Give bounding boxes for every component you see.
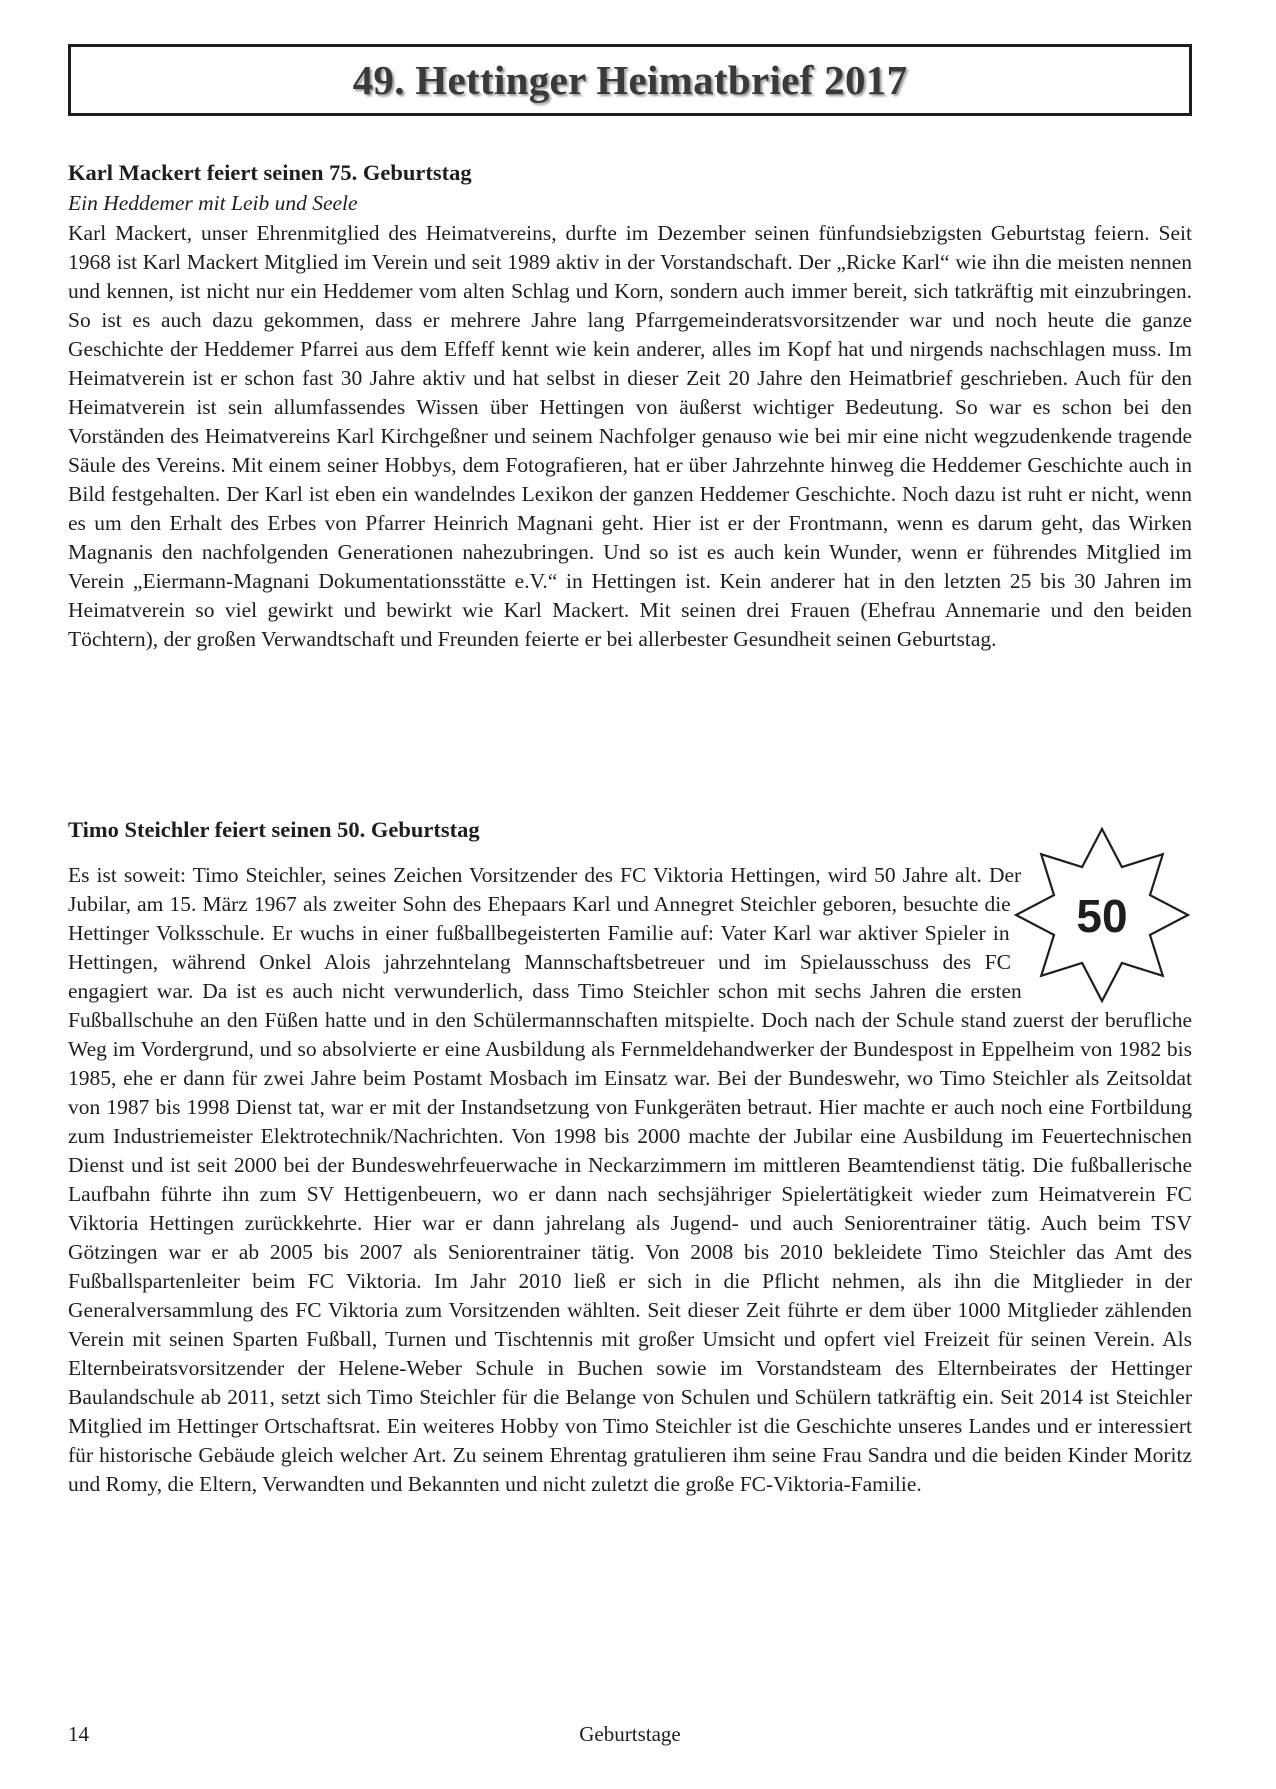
star-icon (1012, 825, 1192, 1005)
star-badge-label: 50 (1076, 890, 1128, 942)
article-title: Timo Steichler feiert seinen 50. Geburtstag (68, 817, 480, 842)
article-title: Karl Mackert feiert seinen 75. Geburtstag (68, 160, 472, 185)
page-footer (68, 1722, 1192, 1752)
star-badge (1012, 825, 1192, 1005)
article-timo-steichler (68, 815, 1192, 1499)
page-number: 14 (68, 1722, 89, 1746)
article-body: Es ist soweit: Timo Steichler, seines Zeichen Vorsitzender des FC Viktoria Hettingen, wird 50 Jahre alt. Der Jubilar, am 15. März 1967 als zweiter Sohn des Ehepaars Karl und Annegret Steichler geboren, besuchte die Hettinger Volksschule. Er wuchs in einer fußballbegeisterten Familie auf: Vater Karl war aktiver Spieler in Hettingen, während Onkel Alois jahrzehntelang Mannschaftsbetreuer und im Spielausschuss des FC engagiert war. Da ist es auch nicht verwunderlich, dass Timo Steichler schon mit sechs Jahren die ersten Fußballschuhe an den Füßen hatte und in den Schülermannschaften mitspielte. Doch nach der Schule stand zuerst der berufliche Weg im Vordergrund, und so absolvierte er eine Ausbildung als Fernmeldehandwerker der Bundespost in Eppelheim von 1982 bis 1985, ehe er dann für zwei Jahre beim Postamt Mosbach im Einsatz war. Bei der Bundeswehr, wo Timo Steichler als Zeitsoldat von 1987 bis 1998 Dienst tat, war er mit der Instandsetzung von Funkgeräten betraut. Hier machte er auch noch eine Fortbildung zum Industriemeister Elektrotechnik/Nachrichten. Von 1998 bis 2000 machte der Jubilar eine Ausbildung im Feuertechnischen Dienst und ist seit 2000 bei der Bundeswehrfeuerwache in Neckarzimmern im mittleren Beamtendienst tätig. Die fußballerische Laufbahn führte ihn zum SV Hettigenbeuern, wo er dann nach sechsjähriger Spielertätigkeit wieder zum Heimatverein FC Viktoria Hettingen zurückkehrte. Hier war er dann jahrelang als Jugend- und auch Seniorentrainer tätig. Auch beim TSV Götzingen war er ab 2005 bis 2007 als Seniorentrainer tätig. Von 2008 bis 2010 bekleidete Timo Steichler das Amt des Fußballspartenleiter beim FC Viktoria. Im Jahr 2010 ließ er sich in die Pflicht nehmen, als ihn die Mitglieder in der Generalversammlung des FC Viktoria zum Vorsitzenden wählten. Seit dieser Zeit führte er dem über 1000 Mitglieder zählenden Verein mit seinen Sparten Fußball, Turnen und Tischtennis mit großer Umsicht und opfert viel Freizeit für seinen Verein. Als Elternbeiratsvorsitzender der Helene-Weber Schule in Buchen sowie im Vorstandsteam des Elternbeirates der Hettinger Baulandschule ab 2011, setzt sich Timo Steichler für die Belange von Schulen und Schülern tatkräftig ein. Seit 2014 ist Steichler Mitglied im Hettinger Ortschaftsrat. Ein weiteres Hobby von Timo Steichler ist die Geschichte unseres Landes und er interessiert für historische Gebäude gleich welcher Art. Zu seinem Ehrentag gratulieren ihm seine Frau Sandra und die beiden Kinder Moritz und Romy, die Eltern, Verwandten und Bekannten und nicht zuletzt die große FC-Viktoria-Familie. (68, 863, 1192, 1496)
article-body: Karl Mackert, unser Ehrenmitglied des Heimatvereins, durfte im Dezember seinen fünfundsiebzigsten Geburtstag feiern. Seit 1968 ist Karl Mackert Mitglied im Verein und seit 1989 aktiv in der Vorstandschaft. Der „Ricke Karl“ wie ihn die meisten nennen und kennen, ist nicht nur ein Heddemer vom alten Schlag und Korn, sondern auch immer bereit, sich tatkräftig mit einzubringen. So ist es auch dazu gekommen, dass er mehrere Jahre lang Pfarrgemeinderatsvorsitzender war und noch heute die ganze Geschichte der Heddemer Pfarrei aus dem Effeff kennt wie kein anderer, alles im Kopf hat und nirgends nachschlagen muss. Im Heimatverein ist er schon fast 30 Jahre aktiv und hat selbst in dieser Zeit 20 Jahre den Heimatbrief geschrieben. Auch für den Heimatverein ist sein allumfassendes Wissen über Hettingen von äußerst wichtiger Bedeutung. So war es schon bei den Vorständen des Heimatvereins Karl Kirchgeßner und seinem Nachfolger genauso wie bei mir eine nicht wegzudenkende tragende Säule des Vereins. Mit einem seiner Hobbys, dem Fotografieren, hat er über Jahrzehnte hinweg die Heddemer Geschichte auch in Bild festgehalten. Der Karl ist eben ein wandelndes Lexikon der ganzen Heddemer Geschichte. Noch dazu ist ruht er nicht, wenn es um den Erhalt des Erbes von Pfarrer Heinrich Magnani geht. Hier ist er der Frontmann, wenn es darum geht, das Wirken Magnanis den nachfolgenden Generationen nahezubringen. Und so ist es auch kein Wunder, wenn er führendes Mitglied im Verein „Eiermann-Magnani Dokumentationsstätte e.V.“ in Hettingen ist. Kein anderer hat in den letzten 25 bis 30 Jahren im Heimatverein so viel gewirkt und bewirkt wie Karl Mackert. Mit seinen drei Frauen (Ehefrau Annemarie und den beiden Töchtern), der großen Verwandtschaft und Freunden feierte er bei allerbester Gesundheit seinen Geburtstag. (68, 221, 1192, 651)
page-title: 49. Hettinger Heimatbrief 2017 (352, 57, 908, 103)
footer-section-name: Geburtstage (579, 1722, 681, 1746)
header-banner (68, 44, 1192, 116)
article-karl-mackert (68, 158, 1192, 654)
article-subtitle: Ein Heddemer mit Leib und Seele (68, 191, 358, 215)
